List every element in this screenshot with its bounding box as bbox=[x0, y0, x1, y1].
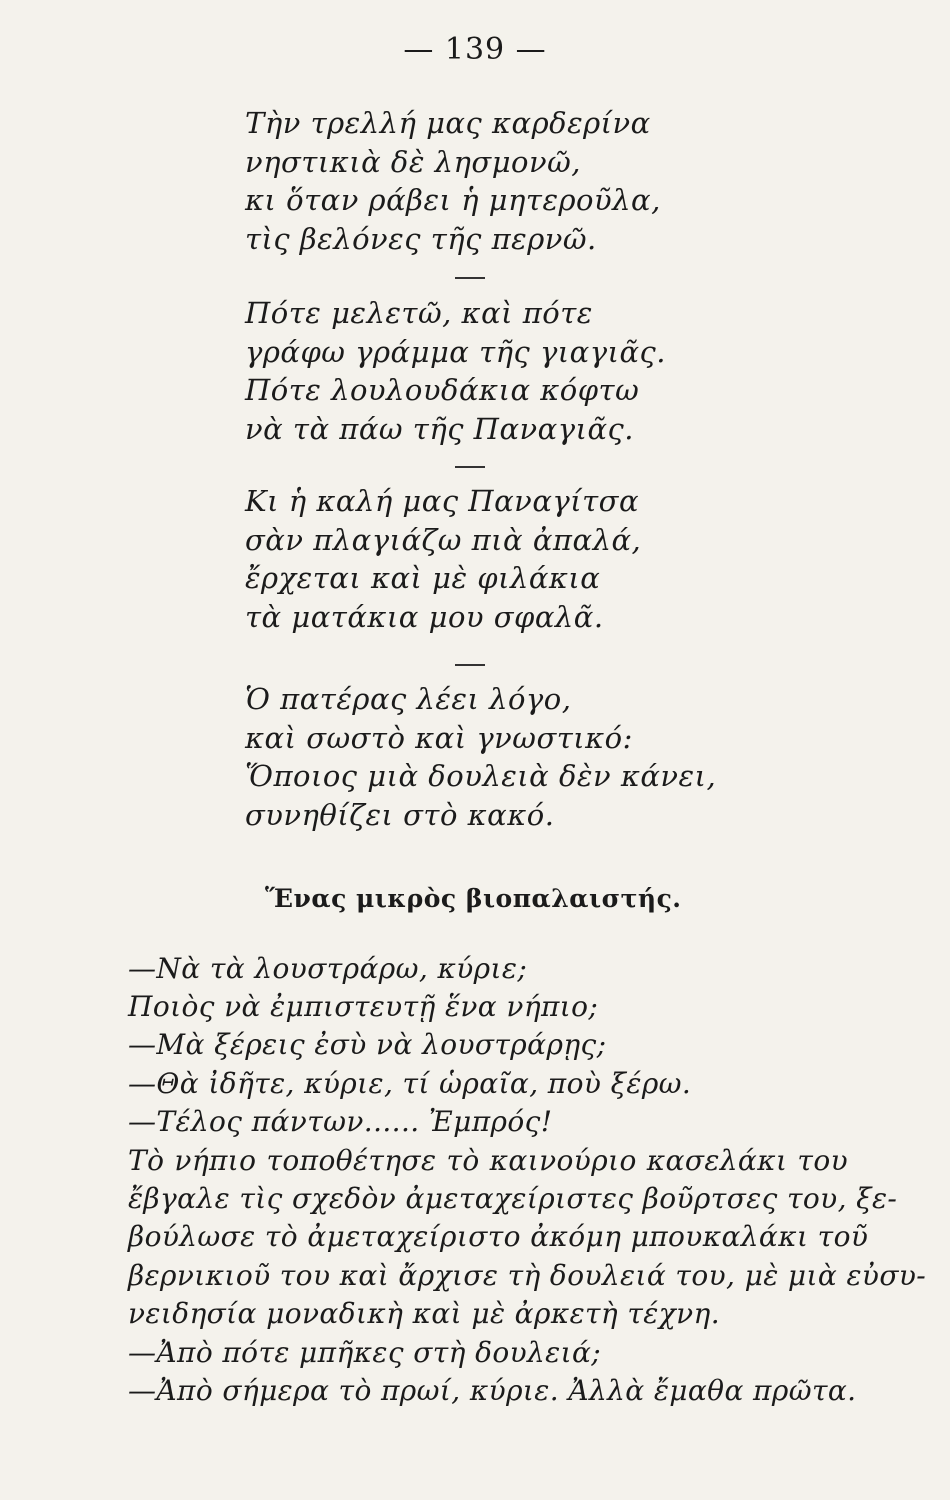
verse-line: σὰν πλαγιάζω πιὰ ἀπαλά, bbox=[245, 522, 642, 557]
paragraph-line: Τὸ νήπιο τοποθέτησε τὸ καινούριο κασελάκι του bbox=[128, 1144, 848, 1177]
poem-stanza-4 bbox=[245, 680, 716, 834]
verse-line: γράφω γράμμα τῆς γιαγιᾶς. bbox=[245, 334, 667, 369]
story-paragraph bbox=[128, 1142, 927, 1333]
stanza-separator bbox=[455, 277, 485, 279]
verse-line: Ὁ πατέρας λέει λόγο, bbox=[245, 682, 572, 716]
verse-line: τὰ ματάκια μου σφαλᾶ. bbox=[245, 599, 604, 634]
page-number: — 139 — bbox=[403, 32, 547, 67]
paragraph-line: βερνικιοῦ του καὶ ἄρχισε τὴ δουλειά του, μὲ μιὰ εὐσυ- bbox=[128, 1258, 927, 1292]
stanza-separator bbox=[455, 466, 485, 468]
verse-line: τὶς βελόνες τῆς περνῶ. bbox=[245, 221, 597, 256]
verse-line: Πότε μελετῶ, καὶ πότε bbox=[245, 296, 593, 330]
dialogue-line: —Ἀπὸ πότε μπῆκες στὴ δουλειά; bbox=[128, 1336, 602, 1369]
verse-line: Κι ἡ καλή μας Παναγίτσα bbox=[245, 484, 640, 518]
stanza-separator bbox=[455, 664, 485, 666]
dialogue-line: —Τέλος πάντων...... Ἐμπρός! bbox=[128, 1104, 553, 1138]
verse-line: ἔρχεται καὶ μὲ φιλάκια bbox=[245, 561, 601, 595]
paragraph-line: νειδησία μοναδικὴ καὶ μὲ ἀρκετὴ τέχνη. bbox=[128, 1296, 720, 1330]
verse-line: συνηθίζει στὸ κακό. bbox=[245, 797, 555, 832]
poem-stanza-2 bbox=[245, 294, 666, 448]
paragraph-line: βούλωσε τὸ ἀμεταχείριστο ἀκόμη μπουκαλάκι τοῦ bbox=[128, 1220, 869, 1254]
verse-line: Ὅποιος μιὰ δουλειὰ δὲν κάνει, bbox=[245, 759, 717, 793]
verse-line: Πότε λουλουδάκια κόφτω bbox=[245, 373, 640, 407]
poem-stanza-1 bbox=[245, 104, 661, 258]
dialogue-line: —Νὰ τὰ λουστράρω, κύριε; bbox=[128, 952, 528, 985]
story-title: Ἕνας μικρὸς βιοπαλαιστής. bbox=[265, 884, 682, 913]
verse-line: νὰ τὰ πάω τῆς Παναγιᾶς. bbox=[245, 411, 634, 446]
story-closing bbox=[128, 1334, 857, 1410]
verse-line: Τὴν τρελλή μας καρδερίνα bbox=[245, 106, 651, 140]
dialogue-line: —Θὰ ἰδῆτε, κύριε, τί ὡραῖα, ποὺ ξέρω. bbox=[128, 1066, 692, 1100]
dialogue-line: Ποιὸς νὰ ἐμπιστευτῇ ἕνα νήπιο; bbox=[128, 990, 599, 1024]
verse-line: κι ὅταν ράβει ἡ μητεροῦλα, bbox=[245, 183, 661, 217]
verse-line: καὶ σωστὸ καὶ γνωστικό: bbox=[245, 720, 633, 755]
paragraph-line: ἔβγαλε τὶς σχεδὸν ἀμεταχείριστες βοῦρτσες του, ξε- bbox=[128, 1182, 898, 1216]
poem-stanza-3 bbox=[245, 482, 641, 636]
dialogue-line: —Μὰ ξέρεις ἐσὺ νὰ λουστράρῃς; bbox=[128, 1028, 607, 1062]
verse-line: νηστικιὰ δὲ λησμονῶ, bbox=[245, 144, 581, 179]
story-dialogue bbox=[128, 950, 848, 1141]
dialogue-line: —Ἀπὸ σήμερα τὸ πρωί, κύριε. Ἀλλὰ ἔμαθα πρῶτα. bbox=[128, 1374, 857, 1408]
